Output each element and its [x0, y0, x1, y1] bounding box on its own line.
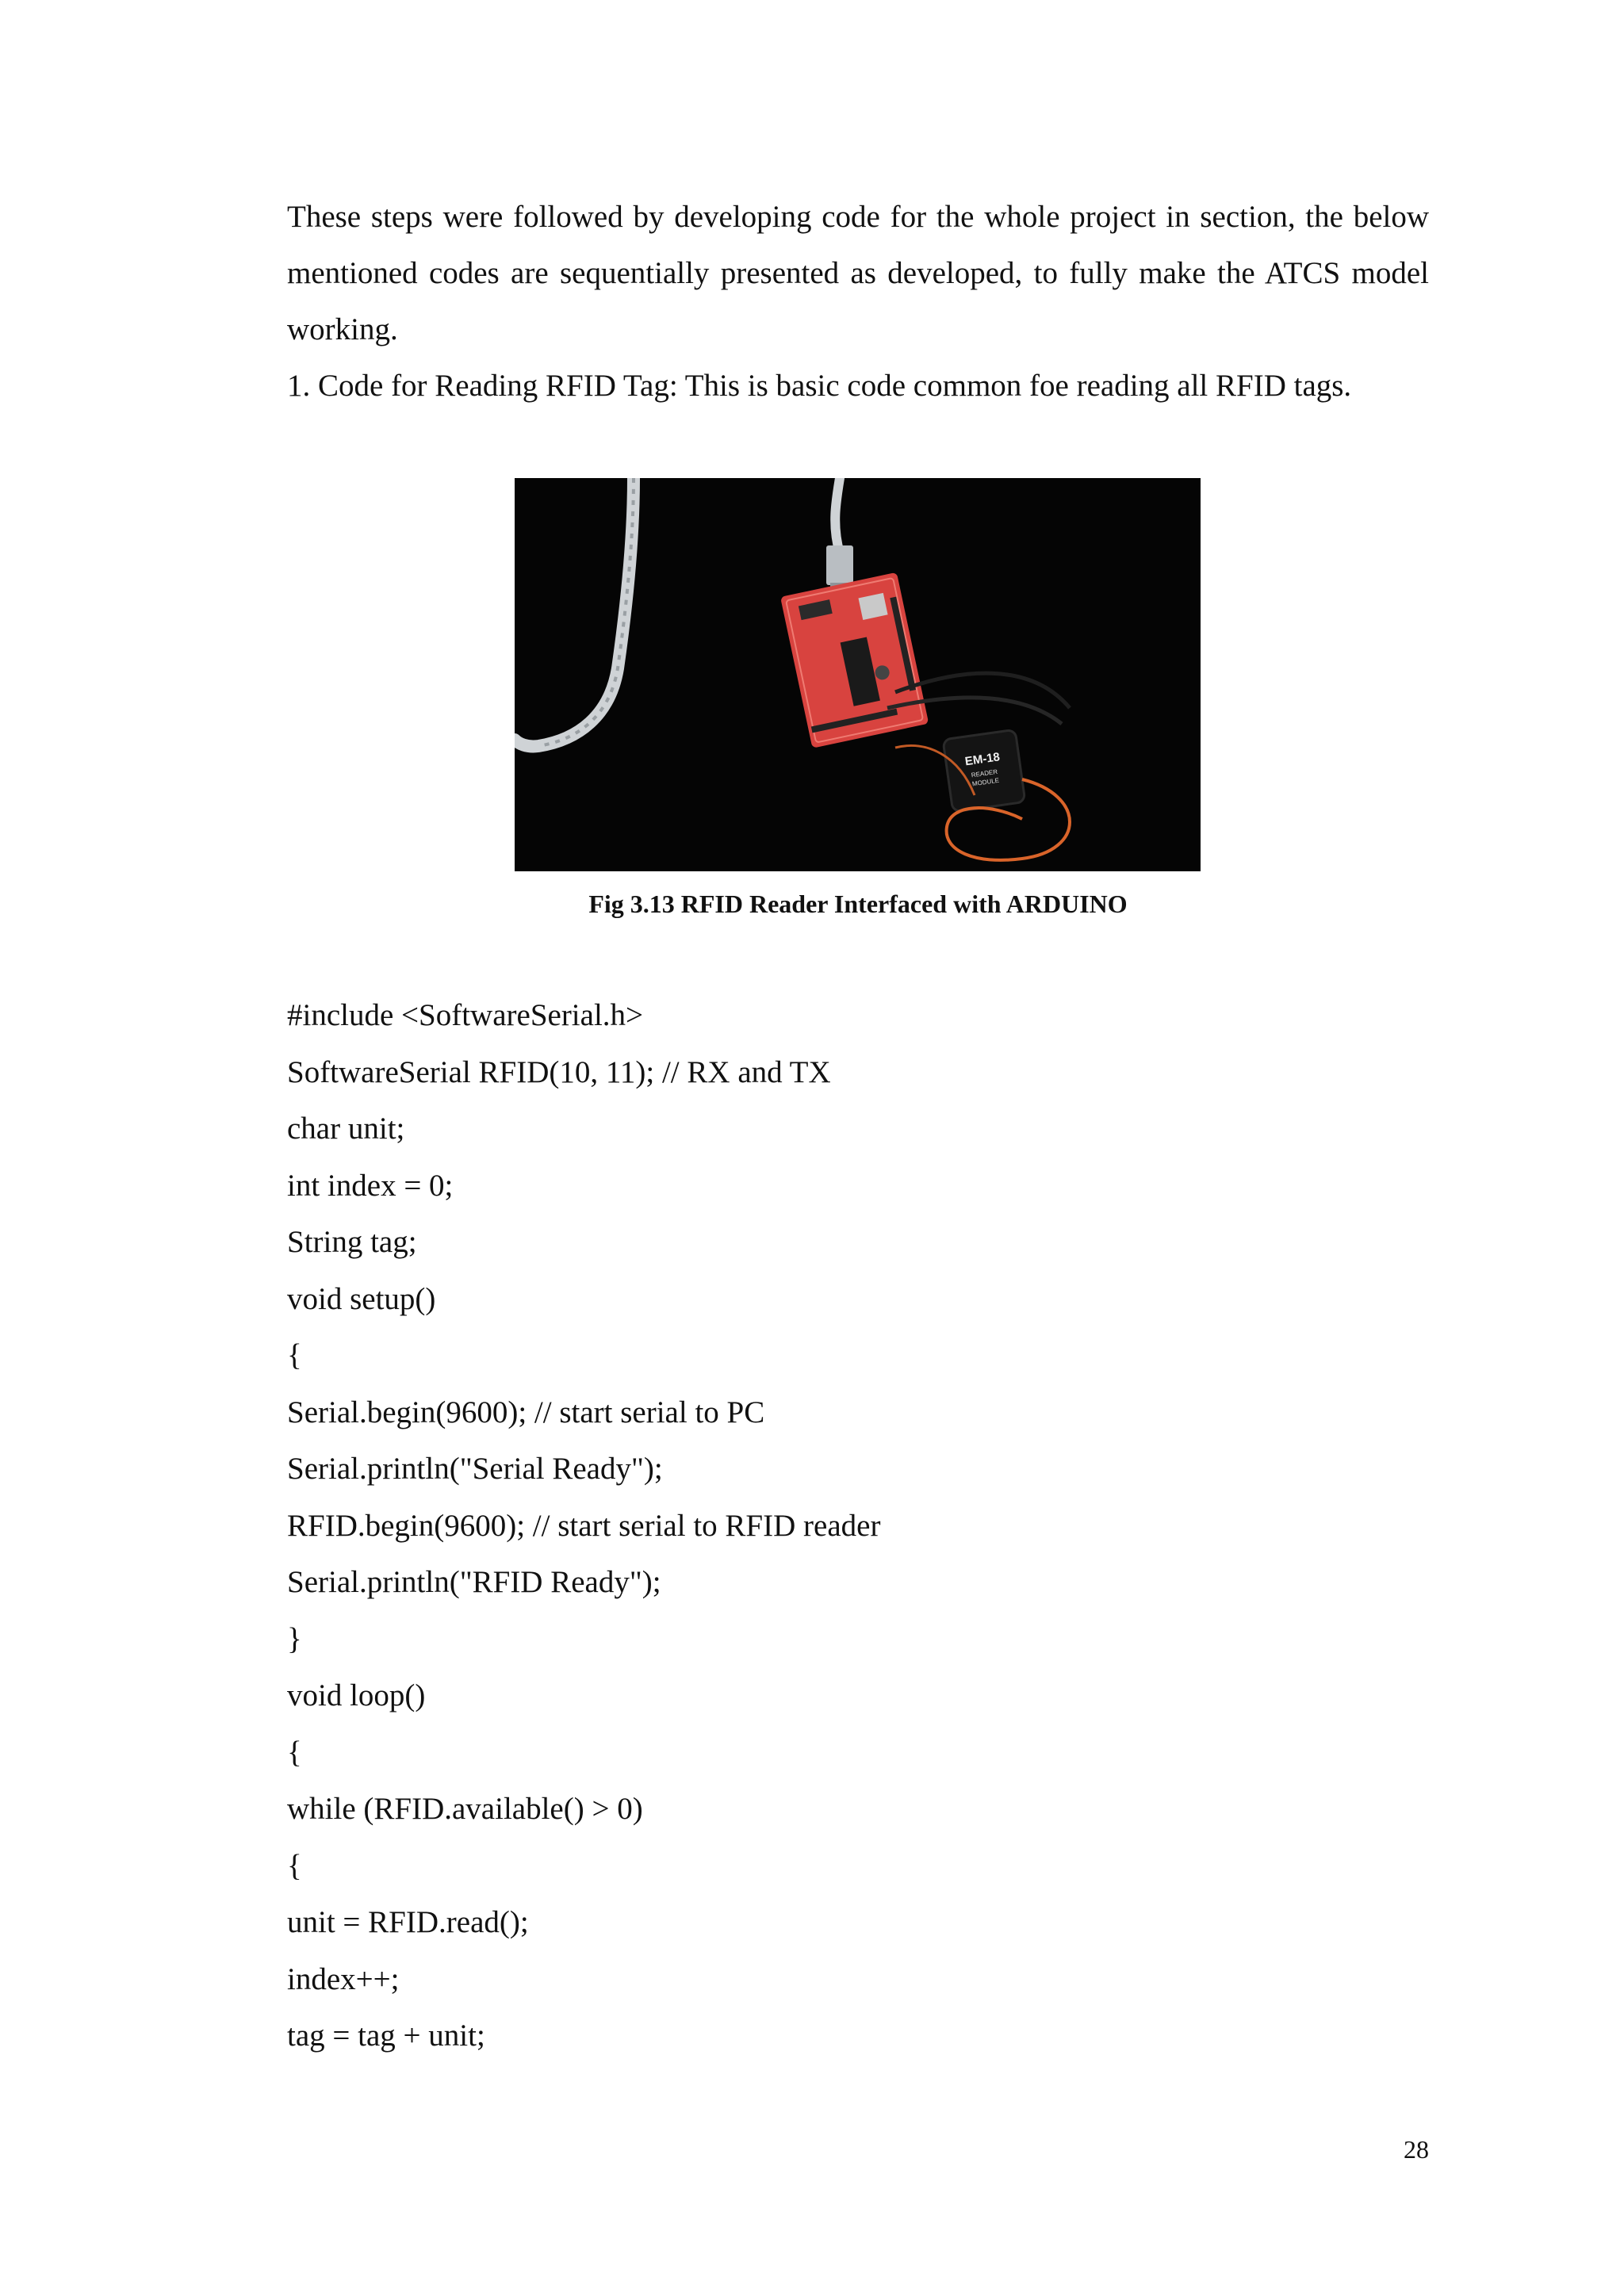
- code-line: unit = RFID.read();: [287, 1905, 529, 1939]
- page-number: 28: [1404, 2135, 1429, 2164]
- em18-module: [943, 729, 1025, 812]
- usb-cable-top: [835, 478, 840, 553]
- code-listing: [287, 987, 1429, 2064]
- intro-paragraph: These steps were followed by developing code for the whole project in section, the below mentioned codes are sequentially presented as developed, to fully make the ATCS model working.: [287, 200, 1429, 346]
- figure-caption: Fig 3.13 RFID Reader Interfaced with ARDUINO: [588, 890, 1128, 918]
- intro-text: [287, 189, 1429, 414]
- usb-connector: [826, 545, 853, 585]
- code-line: void loop(): [287, 1678, 426, 1712]
- code-line: Serial.begin(9600); // start serial to PC: [287, 1395, 765, 1429]
- code-line: char unit;: [287, 1112, 405, 1146]
- code-line: String tag;: [287, 1225, 417, 1259]
- code-line: {: [287, 1338, 302, 1372]
- rfid-arduino-photo: [515, 478, 1201, 871]
- list-item-1: 1. Code for Reading RFID Tag: This is basic code common foe reading all RFID tags.: [287, 369, 1352, 403]
- code-line: }: [287, 1621, 302, 1656]
- code-line: index++;: [287, 1961, 400, 1996]
- code-line: Serial.println("RFID Ready");: [287, 1565, 661, 1599]
- code-line: int index = 0;: [287, 1168, 454, 1203]
- code-line: while (RFID.available() > 0): [287, 1792, 643, 1826]
- code-line: Serial.println("Serial Ready");: [287, 1452, 663, 1486]
- code-line: RFID.begin(9600); // start serial to RFID reader: [287, 1508, 881, 1543]
- code-line: void setup(): [287, 1281, 436, 1316]
- code-line: tag = tag + unit;: [287, 2019, 485, 2053]
- code-line: {: [287, 1735, 302, 1770]
- code-line: SoftwareSerial RFID(10, 11); // RX and TX: [287, 1054, 831, 1089]
- figure-photo: [515, 478, 1201, 871]
- module-label-2: READER: [971, 767, 998, 779]
- module-label-3: MODULE: [971, 776, 1000, 788]
- module-label-1: EM-18: [963, 750, 1001, 769]
- code-line: {: [287, 1848, 302, 1883]
- code-line: #include <SoftwareSerial.h>: [287, 998, 644, 1032]
